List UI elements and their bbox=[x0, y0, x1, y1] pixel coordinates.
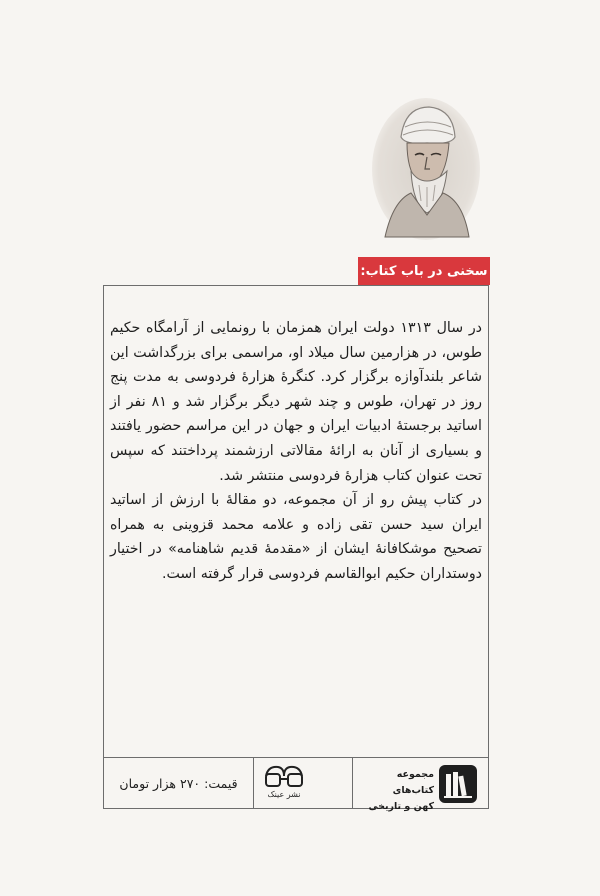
price-box bbox=[104, 758, 254, 808]
series-title bbox=[356, 767, 434, 815]
book-description bbox=[110, 316, 482, 587]
series-line-2: کهن و تاریخی bbox=[368, 801, 434, 812]
publisher-logo bbox=[256, 764, 312, 802]
books-icon bbox=[438, 764, 478, 804]
description-paragraph-2: در کتاب پیش رو از آن مجموعه، دو مقالۀ با ارزش از اساتید ایران سید حسن تقی زاده و علامه محمد قزوینی به همراه تصحیح موشکافانۀ ایشان از «مقدمۀ قدیم شاهنامه» در اختیار دوستداران حکیم ابوالقاسم فردوسی قرار گرفته است. bbox=[110, 492, 482, 582]
section-label: سخنی در باب کتاب: bbox=[358, 257, 490, 285]
glasses-logo-icon bbox=[262, 764, 306, 790]
description-paragraph-1: در سال ۱۳۱۳ دولت ایران همزمان با رونمایی از آرامگاه حکیم طوس، در هزارمین سال میلاد او، مراسمی برای بزرگداشت این شاعر بلندآوازه برگزار کرد. کنگرۀ هزارۀ فردوسی به مدت پنج روز در تهران، طوس و چند شهر دیگر برگزار شد و ۸۱ نفر از اساتید برجستۀ ادبیات ایران و جهان در این مراسم حضور یافتند و بسیاری از آنان به ارائۀ مقالاتی ارزشمند پرداختند که سپس تحت عنوان کتاب هزارۀ فردوسی منتشر شد. bbox=[110, 320, 483, 484]
footer-divider bbox=[352, 758, 353, 808]
price-label: قیمت: ۲۷۰ هزار تومان bbox=[119, 775, 238, 791]
portrait-icon bbox=[371, 97, 481, 241]
publisher-logo-text: نشر عینک bbox=[267, 790, 301, 799]
series-line-1: مجموعه کتاب‌های bbox=[392, 769, 434, 796]
ferdowsi-portrait bbox=[371, 97, 481, 241]
footer-bar bbox=[103, 757, 489, 812]
